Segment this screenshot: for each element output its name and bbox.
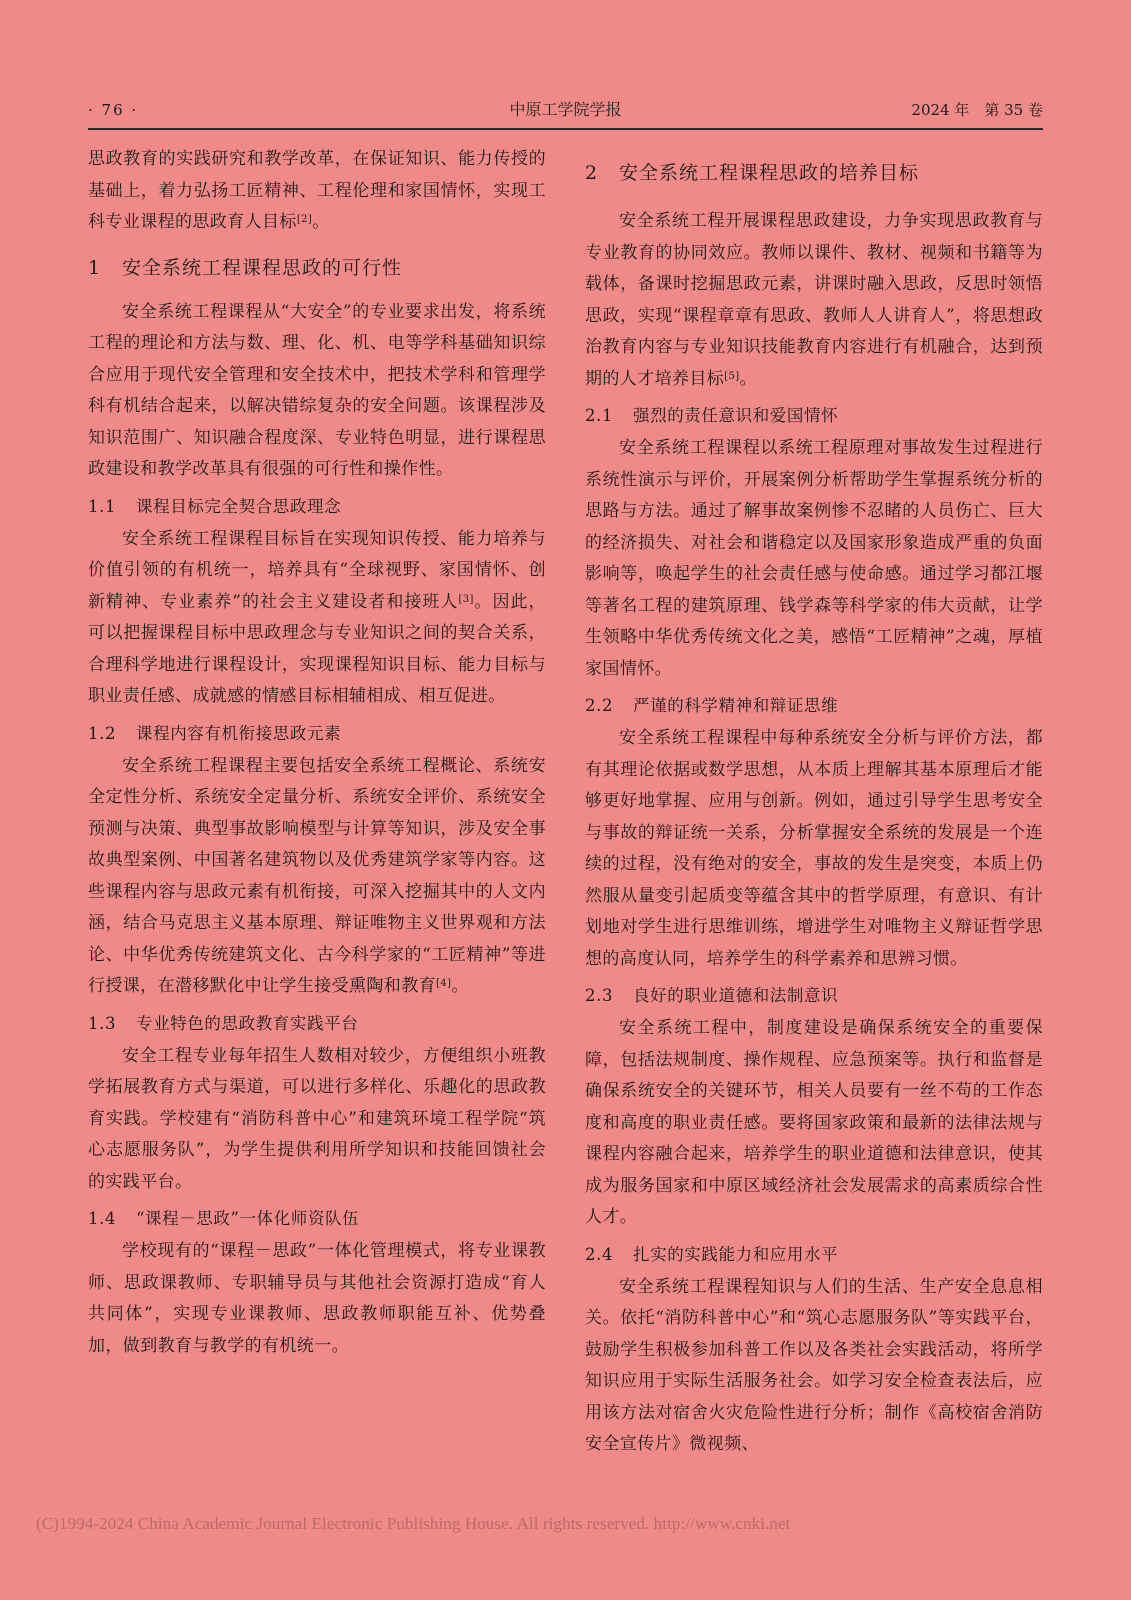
journal-title: 中原工学院学报 (509, 100, 622, 119)
paragraph: 安全系统工程课程目标旨在实现知识传授、能力培养与价值引领的有机统一，培养具有“全球视野、家国情怀、创新精神、专业素养”的社会主义建设者和接班人[3]。因此，可以把握课程目标中思政理念与专业知识之间的契合关系，合理科学地进行课程设计，实现课程知识目标、能力目标与职业责任感、成就感的情感目标相辅相成、相互促进。 (88, 528, 546, 706)
copyright-footer: (C)1994-2024 China Academic Journal Electronic Publishing House. All rights reserved. http://www.cnki.net (36, 1514, 791, 1533)
page-number: · 76 · (88, 101, 139, 119)
paragraph: 安全系统工程课程从“大安全”的专业要求出发，将系统工程的理论和方法与数、理、化、机、电等学科基础知识综合应用于现代安全管理和安全技术中，把技术学科和管理学科有机结合起来，以解决错综复杂的安全问题。该课程涉及知识范围广、知识融合程度深、专业特色明显，进行课程思政建设和教学改革具有很强的可行性和操作性。 (88, 301, 546, 479)
section-heading: 1 安全系统工程课程思政的可行性 (88, 256, 403, 279)
paragraph: 安全系统工程课程以系统工程原理对事故发生过程进行系统性演示与评价，开展案例分析帮助学生掌握系统分析的思路与方法。通过了解事故案例惨不忍睹的人员伤亡、巨大的经济损失、对社会和谐稳定以及国家形象造成严重的负面影响等，唤起学生的社会责任感与使命感。通过学习都江堰等著名工程的建筑原理、钱学森等科学家的伟大贡献，让学生领略中华优秀传统文化之美，感悟“工匠精神”之魂，厚植家国情怀。 (585, 438, 1043, 679)
subsection-heading: 1.4 “课程－思政”一体化师资队伍 (88, 1209, 360, 1228)
subsection-heading: 1.2 课程内容有机衔接思政元素 (88, 723, 342, 743)
citation-ref: [3] (458, 593, 474, 605)
paragraph: 安全工程专业每年招生人数相对较少，方便组织小班教学拓展教育方式与渠道，可以进行多样化、乐趣化的思政教育实践。学校建有“消防科普中心”和建筑环境工程学院“筑心志愿服务队”，为学生提供利用所学知识和技能回馈社会的实践平台。 (88, 1045, 546, 1192)
volume-info: 2024 年 第 35 卷 (911, 101, 1043, 119)
right-column (585, 144, 1043, 1461)
paragraph: 安全系统工程课程知识与人们的生活、生产安全息息相关。依托“消防科普中心”和“筑心志愿服务队”等实践平台，鼓励学生积极参加科普工作以及各类社会实践活动，将所学知识应用于实际生活服务社会。如学习安全检查表法后，应用该方法对宿舍火灾危险性进行分析；制作《高校宿舍消防安全宣传片》微视频、 (585, 1276, 1043, 1454)
left-column (88, 144, 546, 1362)
subsection-heading: 1.3 专业特色的思政教育实践平台 (88, 1013, 359, 1033)
paragraph: 安全系统工程开展课程思政建设，力争实现思政教育与专业教育的协同效应。教师以课件、教材、视频和书籍等为载体，备课时挖掘思政元素，讲课时融入思政，反思时领悟思政，实现“课程章章有思政、教师人人讲育人”，将思想政治教育内容与专业知识技能教育内容进行有机融合，达到预期的人才培养目标[5]。 (585, 211, 1043, 389)
subsection-heading: 2.4 扎实的实践能力和应用水平 (585, 1244, 839, 1264)
subsection-heading: 2.3 良好的职业道德和法制意识 (585, 986, 839, 1005)
paragraph: 安全系统工程课程中每种系统安全分析与评价方法，都有其理论依据或数学思想，从本质上理解其基本原理后才能够更好地掌握、应用与创新。例如，通过引导学生思考安全与事故的辩证统一关系，分析掌握安全系统的发展是一个连续的过程，没有绝对的安全，事故的发生是突变，本质上仍然服从量变引起质变等蕴含其中的哲学原理，有意识、有计划地对学生进行思维训练，增进学生对唯物主义辩证哲学思想的高度认同，培养学生的科学素养和思辨习惯。 (585, 728, 1043, 969)
paragraph: 学校现有的“课程－思政”一体化管理模式，将专业课教师、思政课教师、专职辅导员与其他社会资源打造成“育人共同体”，实现专业课教师、思政教师职能互补、优势叠加，做到教育与教学的有机统一。 (88, 1241, 546, 1356)
paragraph: 安全系统工程中，制度建设是确保系统安全的重要保障，包括法规制度、操作规程、应急预案等。执行和监督是确保系统安全的关键环节，相关人员要有一丝不苟的工作态度和高度的职业责任感。要将国家政策和最新的法律法规与课程内容融合起来，培养学生的职业道德和法律意识，使其成为服务国家和中原区域经济社会发展需求的高素质综合性人才。 (585, 1018, 1043, 1227)
citation-ref: [4] (436, 978, 452, 989)
citation-ref: [2] (296, 214, 313, 225)
citation-ref: [5] (724, 370, 740, 382)
paragraph: 思政教育的实践研究和教学改革，在保证知识、能力传授的基础上，着力弘扬工匠精神、工程伦理和家国情怀，实现工科专业课程的思政育人目标[2]。 (88, 149, 546, 232)
subsection-heading: 2.1 强烈的责任意识和爱国情怀 (585, 406, 839, 425)
subsection-heading: 1.1 课程目标完全契合思政理念 (88, 496, 342, 516)
running-header (88, 98, 1043, 130)
paragraph: 安全系统工程课程主要包括安全系统工程概论、系统安全定性分析、系统安全定量分析、系统安全评价、系统安全预测与决策、典型事故影响模型与计算等知识，涉及安全事故典型案例、中国著名建筑物以及优秀建筑学家等内容。这些课程内容与思政元素有机衔接，可深入挖掘其中的人文内涵，结合马克思主义基本原理、辩证唯物主义世界观和方法论、中华优秀传统建筑文化、古今科学家的“工匠精神”等进行授课，在潜移默化中让学生接受熏陶和教育[4]。 (88, 755, 546, 996)
section-heading: 2 安全系统工程课程思政的培养目标 (585, 162, 920, 184)
subsection-heading: 2.2 严谨的科学精神和辩证思维 (585, 696, 839, 715)
